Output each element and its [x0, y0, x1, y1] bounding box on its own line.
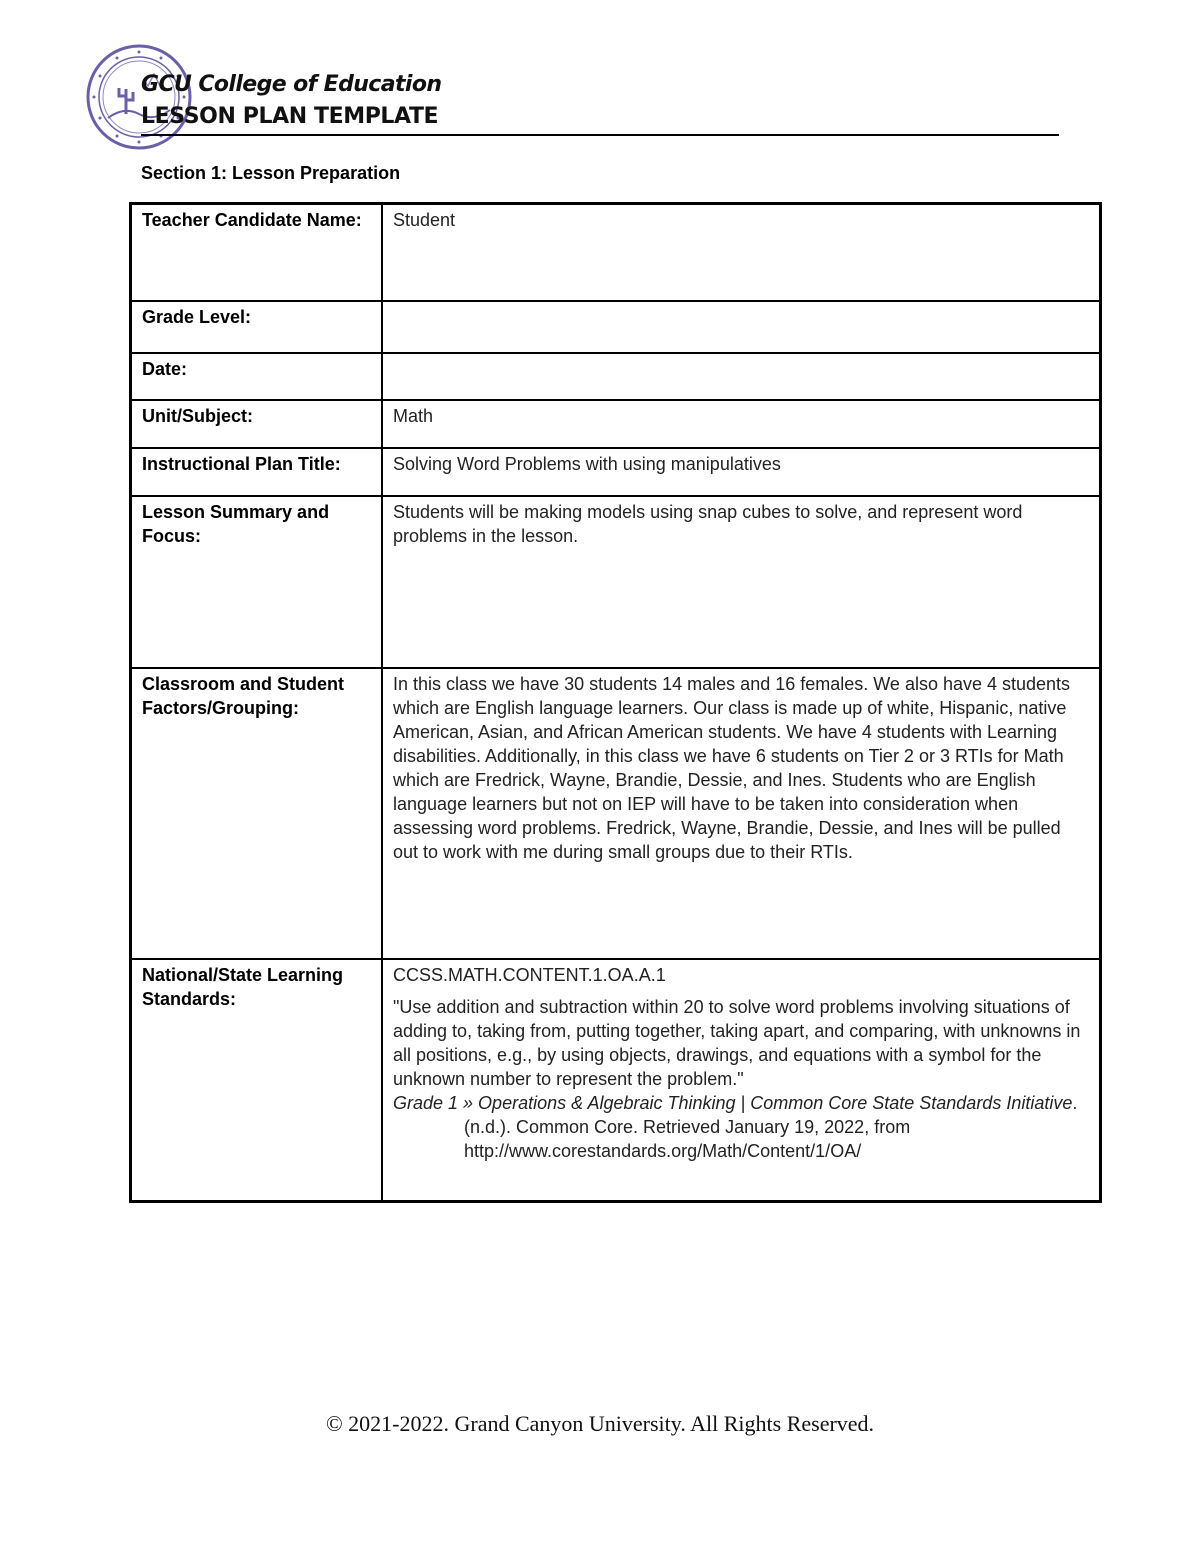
- row-label-classroom-factors: Classroom and Student Factors/Grouping:: [131, 668, 383, 959]
- table-row: [131, 353, 1101, 400]
- standard-quote: "Use addition and subtraction within 20 to solve word problems involving situations of adding to, taking from, putting together, taking apart, and comparing, with unknowns in all positions, e.g., by using objects, drawings, and equations with a symbol for the unknown number to represent the problem.": [393, 996, 1081, 1089]
- row-label-learning-standards: National/State Learning Standards:: [131, 959, 383, 1202]
- table-row: [131, 668, 1101, 959]
- table-row: [131, 959, 1101, 1202]
- citation-details: . (n.d.). Common Core. Retrieved January 19, 2022, from http://www.corestandards.org/Math/Content/1/OA/: [464, 1092, 1078, 1161]
- table-row: [131, 301, 1101, 353]
- copyright-footer: © 2021-2022. Grand Canyon University. All Rights Reserved.: [325, 1411, 875, 1436]
- standard-citation: [393, 1091, 1089, 1163]
- section-title: Section 1: Lesson Preparation: [141, 163, 401, 183]
- date-value: [382, 353, 1101, 400]
- lesson-summary-value: Students will be making models using snap cubes to solve, and represent word problems in the lesson.: [382, 496, 1101, 668]
- template-title: LESSON PLAN TEMPLATE: [141, 104, 439, 129]
- college-name: GCU College of Education: [141, 72, 442, 97]
- row-label-date: Date:: [131, 353, 383, 400]
- grade-level-value: [382, 301, 1101, 353]
- table-row: [131, 448, 1101, 496]
- unit-subject-value: Math: [382, 400, 1101, 448]
- classroom-factors-value: In this class we have 30 students 14 males and 16 females. We also have 4 students which are English language learners. Our class is made up of white, Hispanic, native American, Asian, and African American students. We have 4 students with Learning disabilities. Additionally, in this class we have 6 students on Tier 2 or 3 RTIs for Math which are Fredrick, Wayne, Brandie, Dessie, and Ines. Students who are English language learners but not on IEP will have to be taken into consideration when assessing word problems. Fredrick, Wayne, Brandie, Dessie, and Ines will be pulled out to work with me during small groups due to their RTIs.: [382, 668, 1101, 959]
- header-divider: [141, 134, 1059, 136]
- table-row: [131, 204, 1101, 301]
- learning-standards-cell: [382, 959, 1101, 1202]
- plan-title-value: Solving Word Problems with using manipulatives: [382, 448, 1101, 496]
- row-label-lesson-summary: Lesson Summary and Focus:: [131, 496, 383, 668]
- standard-code: CCSS.MATH.CONTENT.1.OA.A.1: [393, 964, 666, 985]
- row-label-unit-subject: Unit/Subject:: [131, 400, 383, 448]
- citation-title: Grade 1 » Operations & Algebraic Thinking | Common Core State Standards Initiative: [393, 1092, 1073, 1113]
- table-row: [131, 400, 1101, 448]
- teacher-name-value: Student: [382, 204, 1101, 301]
- row-label-grade-level: Grade Level:: [131, 301, 383, 353]
- lesson-plan-table: [129, 202, 1102, 1203]
- table-row: [131, 496, 1101, 668]
- row-label-teacher-name: Teacher Candidate Name:: [131, 204, 383, 301]
- row-label-plan-title: Instructional Plan Title:: [131, 448, 383, 496]
